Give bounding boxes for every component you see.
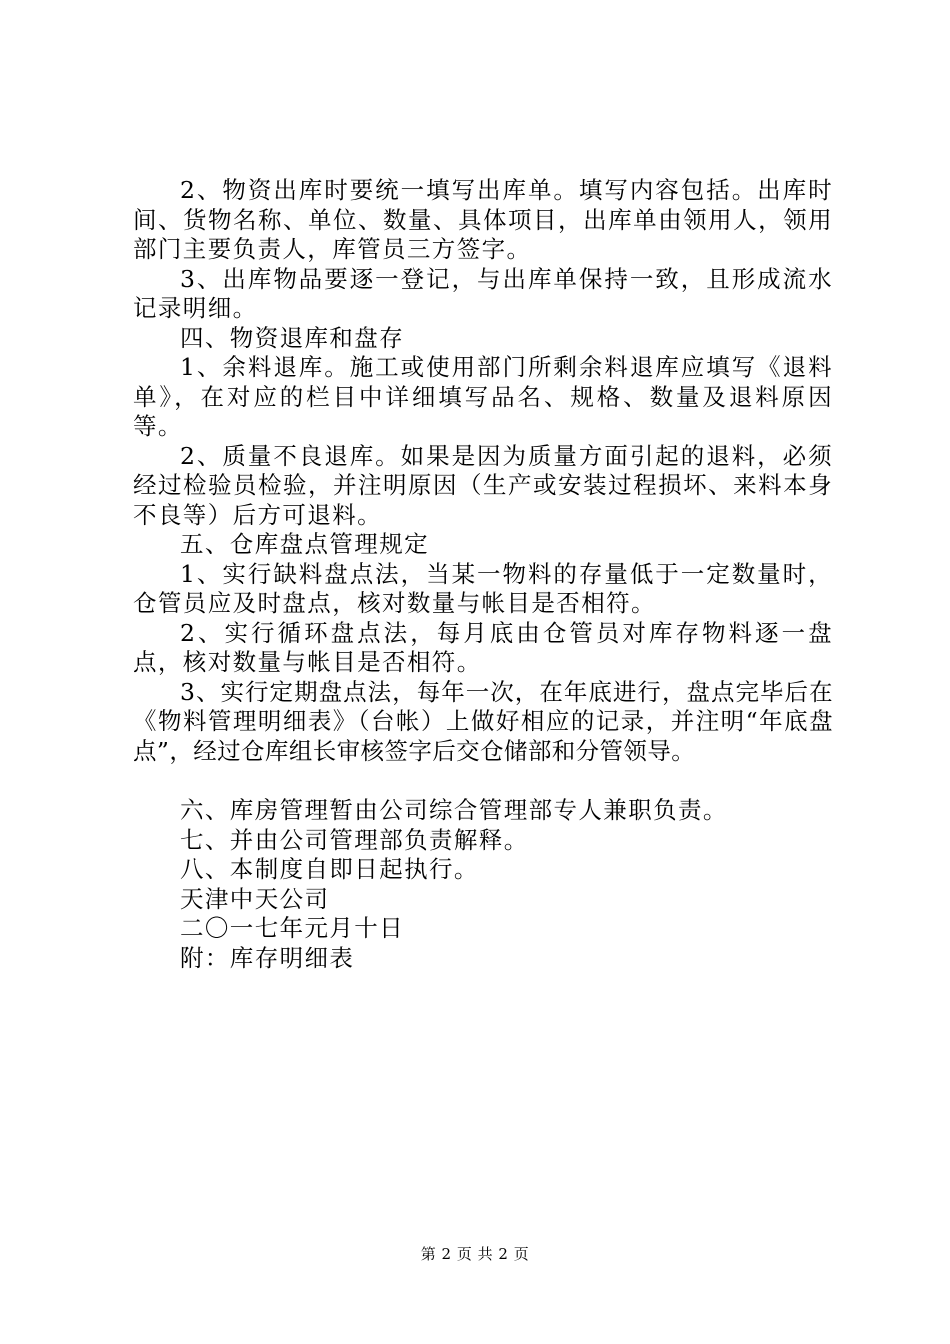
section-heading-stocktake-rules: 五、仓库盘点管理规定: [180, 530, 429, 558]
page-number-footer: 第 2 页 共 2 页: [420, 1245, 530, 1263]
company-name: 天津中天公司: [180, 884, 330, 913]
paragraph-outbound-form: 2、物资出库时要统一填写出库单。填写内容包括。出库时间、货物名称、单位、数量、具体项目，出库单由领用人，领用部门主要负责人，库管员三方签字。: [133, 176, 833, 263]
paragraph-quality-return: 2、质量不良退库。如果是因为质量方面引起的退料，必须经过检验员检验，并注明原因（生产或安装过程损坏、来料本身不良等）后方可退料。: [133, 441, 833, 529]
paragraph-surplus-return: 1、余料退库。施工或使用部门所剩余料退库应填写《退料单》，在对应的栏目中详细填写品名、规格、数量及退料原因等。: [133, 353, 833, 440]
section-heading-return-inventory: 四、物资退库和盘存: [180, 323, 405, 352]
attachment-note: 附：库存明细表: [180, 943, 355, 972]
document-body: [133, 176, 833, 973]
paragraph-gap: [133, 766, 833, 796]
paragraph-warehouse-management: 六、库房管理暂由公司综合管理部专人兼职负责。: [180, 796, 728, 824]
paragraph-cyclic-stocktake: 2、实行循环盘点法，每月底由仓管员对库存物料逐一盘点，核对数量与帐目是否相符。: [133, 618, 833, 676]
paragraph-effective-date: 八、本制度自即日起执行。: [180, 855, 479, 883]
paragraph-periodic-stocktake: 3、实行定期盘点法，每年一次，在年底进行，盘点完毕后在《物料管理明细表》（台帐）上做好相应的记录，并注明“年底盘点”，经过仓库组长审核签字后交仓储部和分管领导。: [133, 677, 833, 765]
paragraph-shortage-stocktake: 1、实行缺料盘点法，当某一物料的存量低于一定数量时，仓管员应及时盘点，核对数量与帐目是否相符。: [133, 559, 833, 617]
paragraph-outbound-register: 3、出库物品要逐一登记，与出库单保持一致，且形成流水记录明细。: [133, 264, 833, 322]
document-date: 二〇一七年元月十日: [180, 914, 405, 942]
paragraph-interpretation: 七、并由公司管理部负责解释。: [180, 825, 529, 854]
